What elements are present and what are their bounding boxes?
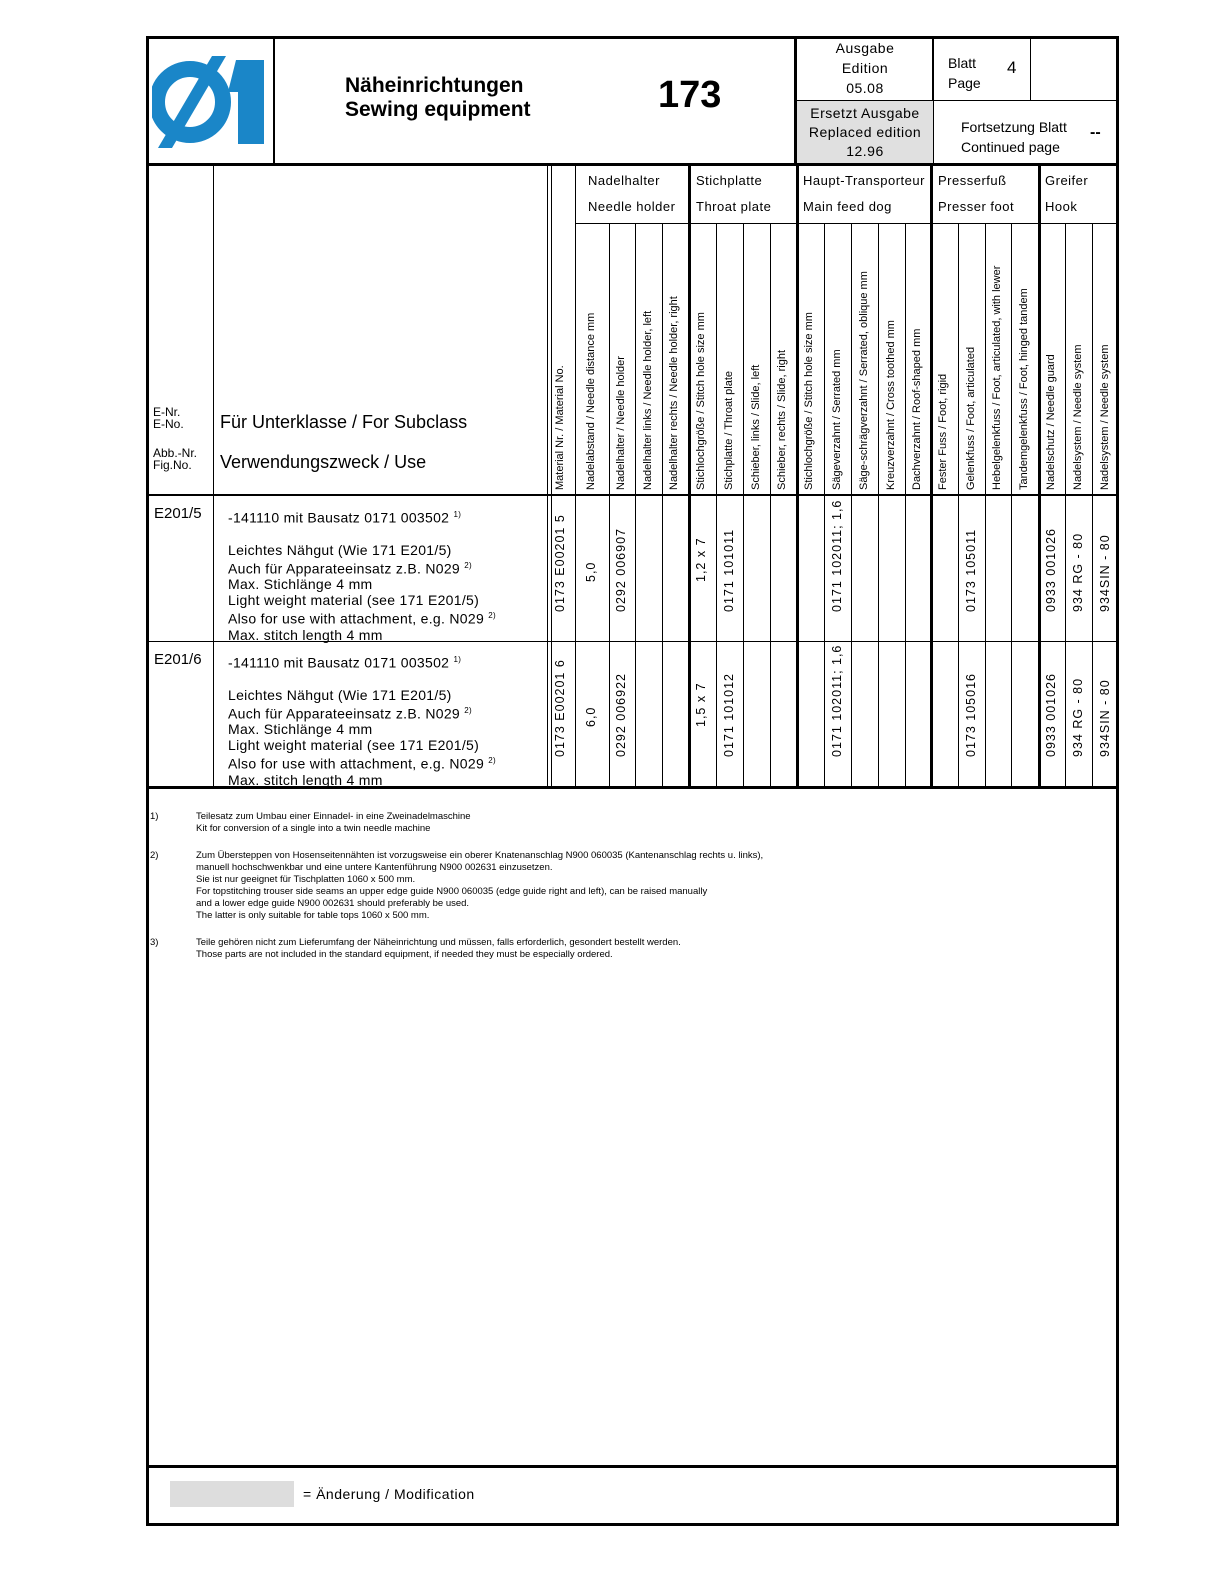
table-line <box>743 223 744 788</box>
footnote-2: Zum Übersteppen von Hosenseitennähten ist vorzugsweise ein oberer Knatenanschlag N900 060035 (Kantenanschlag rechts u. links), manuell hochschwenkbar und eine untere Kantenführung N900 002631 einzusetzen. Sie ist nur geeignet für Tischplatten 1060 x 500 mm. For topstitching trouser side seams an upper edge guide N900 060035 (edge guide right and left), can be raised manually and a lower edge guide N900 002631 should preferably be used. The latter is only suitable for table tops 1060 x 500 mm. <box>196 850 764 921</box>
replaced-value: 12.96 <box>846 143 884 159</box>
cell-value: 0173 E00201 6 <box>553 659 567 757</box>
cell-value: 0933 001026 <box>1043 673 1058 757</box>
cell-value: 0173 105011 <box>963 528 978 612</box>
column-header: Nadelsystem / Needle system <box>1098 344 1111 490</box>
table-line <box>551 165 552 788</box>
column-header: Sägeverzahnt / Serrated mm <box>830 349 843 490</box>
modification-legend: = Änderung / Modification <box>303 1486 475 1502</box>
cell-value: 5,0 <box>584 561 598 582</box>
row-id: E201/5 <box>154 505 202 522</box>
replaced-label-de: Ersetzt Ausgabe <box>810 105 920 121</box>
table-line <box>796 165 799 788</box>
table-line <box>213 165 214 788</box>
table-line <box>905 223 906 788</box>
group-hook: Greifer Hook <box>1045 173 1089 214</box>
table-line <box>1092 223 1093 788</box>
column-header: Nadelhalter links / Needle holder, left <box>641 310 654 490</box>
column-header: Hebelgelenkfuss / Foot, articulated, with lewer <box>991 265 1003 490</box>
column-header: Nadelhalter / Needle holder <box>615 356 627 490</box>
cell-value: 934SIN - 80 <box>1097 679 1112 757</box>
table-line <box>1011 223 1012 788</box>
title-en: Sewing equipment <box>345 98 531 121</box>
column-header: Dachverzahnt / Roof-shaped mm <box>910 328 923 490</box>
table-line <box>146 494 1119 496</box>
column-header: Schieber, links / Slide, left <box>749 364 762 490</box>
column-header: Kreuzverzahnt / Cross toothed mm <box>884 320 897 490</box>
cell-value: 0171 101011 <box>721 528 736 612</box>
group-throat-plate: Stichplatte Throat plate <box>696 173 772 214</box>
column-header: Fester Fuss / Foot, rigid <box>937 373 949 490</box>
cell-value: 0173 E00201 5 <box>553 514 567 612</box>
column-header: Säge-schrägverzahnt / Serrated, oblique mm <box>857 271 870 490</box>
table-line <box>688 165 691 788</box>
footnote-1: Teilesatz zum Umbau einer Einnadel- in eine Zweinadelmaschine Kit for conversion of a single into a twin needle machine <box>196 811 471 834</box>
replaced-edition-block <box>797 101 933 163</box>
continued-label-en: Continued page <box>961 139 1060 155</box>
sheet-label-en: Page <box>948 75 981 91</box>
fig-nr-label: Abb.-Nr. Fig.No. <box>153 446 198 472</box>
column-header: Stichplatte / Throat plate <box>722 370 735 490</box>
continued-value: -- <box>1090 124 1101 141</box>
document-number: 173 <box>658 74 722 116</box>
table-line <box>824 223 825 788</box>
table-line <box>851 223 852 788</box>
table-line <box>635 223 636 788</box>
header-bottom-line <box>146 163 1119 166</box>
column-header: Material Nr. / Material No. <box>554 365 566 490</box>
footnote-label: 3) <box>150 937 159 948</box>
cell-value: 6,0 <box>584 706 598 727</box>
column-header: Stichlochgröße / Stitch hole size mm <box>695 312 707 490</box>
table-line <box>609 223 610 788</box>
sheet-value: 4 <box>1007 58 1017 77</box>
header-divider <box>273 36 275 164</box>
cell-value: 0292 006922 <box>614 673 628 757</box>
sheet-label-de: Blatt <box>948 55 977 71</box>
subclass-label: Für Unterklasse / For Subclass <box>220 412 468 432</box>
table-line <box>1038 165 1041 788</box>
column-header: Nadelabstand / Needle distance mm <box>585 312 597 490</box>
continued-label <box>961 117 1067 157</box>
footnote-label: 1) <box>150 811 159 822</box>
column-header: Nadelsystem / Needle system <box>1071 344 1084 490</box>
column-header: Gelenkfuss / Foot, articulated <box>964 346 977 490</box>
table-line <box>958 223 959 788</box>
cell-value: 0171 102011; 1,6 <box>829 499 844 612</box>
edition-value: 05.08 <box>846 80 884 96</box>
e-nr-label: E-Nr. E-No. <box>153 405 184 431</box>
legend-divider <box>146 1465 1119 1468</box>
cell-value: 1,5 x 7 <box>694 682 708 727</box>
table-line <box>662 223 663 788</box>
replaced-label-en: Replaced edition <box>808 124 922 140</box>
cell-value: 0171 101012 <box>721 673 736 757</box>
title-de: Näheinrichtungen <box>345 74 524 97</box>
header-divider <box>1030 36 1031 100</box>
table-line <box>930 165 933 788</box>
cell-value: 934 RG - 80 <box>1070 677 1085 757</box>
group-needle-holder: Nadelhalter Needle holder <box>588 173 676 214</box>
row-description: -141110 mit Bausatz 0171 003502 $^{1)}$ Leichtes Nähgut (Wie 171 E201/5) Auch für Apparateeinsatz z.B. N029 $^{2)}$ Max. Stichlänge 4 mm Light weight material (see 171 E201/5) Also for use with attachment, e.g. N029 $^{2)}$ Max. stitch length 4 mm <box>228 509 496 643</box>
use-label: Verwendungszweck / Use <box>220 452 427 472</box>
table-line <box>770 223 771 788</box>
table-line <box>1065 223 1066 788</box>
cell-value: 0173 105016 <box>963 673 978 757</box>
table-line <box>985 223 986 788</box>
row-description: -141110 mit Bausatz 0171 003502 $^{1)}$ Leichtes Nähgut (Wie 171 E201/5) Auch für Apparateeinsatz z.B. N029 $^{2)}$ Max. Stichlänge 4 mm Light weight material (see 171 E201/5) Also for use with attachment, e.g. N029 $^{2)}$ Max. stitch length 4 mm <box>228 654 496 788</box>
group-presser-foot: Presserfuß Presser foot <box>938 173 1015 214</box>
edition-label-en: Edition <box>841 60 889 76</box>
table-line <box>716 223 717 788</box>
footnote-3: Teile gehören nicht zum Lieferumfang der Näheinrichtung und müssen, falls erforderlich, gesondert bestellt werden. Those parts are not included in the standard equipment, if needed they must be especially ordered. <box>196 937 681 960</box>
column-header: Schieber, rechts / Slide, right <box>776 349 788 490</box>
continued-label-de: Fortsetzung Blatt <box>961 119 1067 135</box>
cell-value: 0292 006907 <box>614 528 628 612</box>
column-header: Tandemgelenkfuss / Foot, hinged tandem <box>1017 288 1030 490</box>
column-header: Stichlochgröße / Stitch hole size mm <box>803 312 815 490</box>
sheet-label <box>948 53 981 93</box>
table-line <box>547 165 548 788</box>
cell-value: 934SIN - 80 <box>1097 534 1112 612</box>
table-line <box>878 223 879 788</box>
group-main-feed-dog: Haupt-Transporteur Main feed dog <box>803 173 925 214</box>
footnote-label: 2) <box>150 850 159 861</box>
cell-value: 934 RG - 80 <box>1070 532 1085 612</box>
modification-swatch <box>170 1481 294 1507</box>
edition-block <box>798 38 932 98</box>
row-id: E201/6 <box>154 651 202 668</box>
table-line <box>575 165 576 788</box>
column-header: Nadelschutz / Needle guard <box>1044 354 1057 490</box>
duerkopp-adler-logo <box>152 52 270 148</box>
cell-value: 0933 001026 <box>1043 528 1058 612</box>
cell-value: 0171 102011; 1,6 <box>829 644 844 757</box>
column-header: Nadelhalter rechts / Needle holder, right <box>668 296 680 490</box>
edition-label-de: Ausgabe <box>835 40 895 56</box>
page-title <box>345 74 531 122</box>
cell-value: 1,2 x 7 <box>694 537 708 582</box>
